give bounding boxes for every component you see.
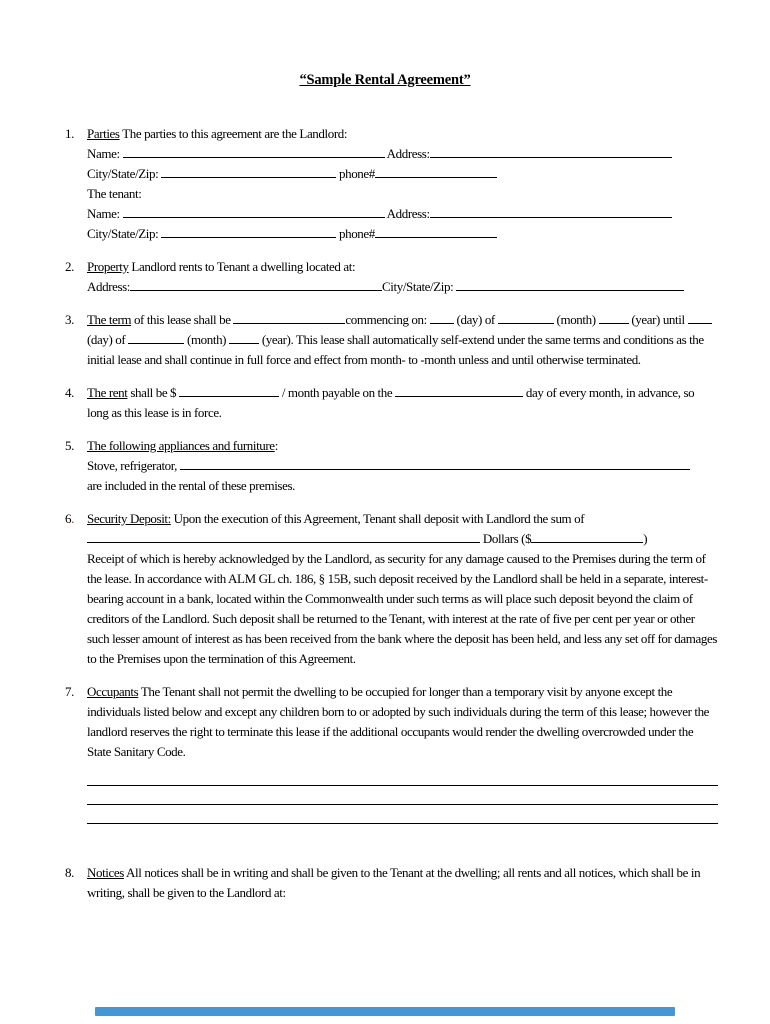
item-text: 7. [65,684,74,699]
item-text: are included in the rental of these premises. [87,478,295,493]
item-number [65,310,87,370]
agreement-item [65,436,718,496]
blank-field[interactable] [531,530,643,543]
item-number-red-dot: . [71,511,74,526]
item-text: Address: [384,146,430,161]
item-content [87,383,718,423]
blank-field[interactable] [123,145,385,158]
item-paragraph [87,456,718,476]
item-text: City/State/Zip: [87,166,162,181]
blank-field[interactable] [87,773,718,786]
agreement-items [0,124,770,762]
item-text: 2. [65,259,74,274]
item-paragraph [87,529,718,549]
item-text: (day) of [453,312,498,327]
item-text: The parties to this agreement are the Landlord: [119,126,348,141]
item-text: (month) [553,312,599,327]
item-text: 6 [65,511,72,526]
item-paragraph [87,682,718,762]
item-paragraph [87,310,718,370]
agreement-item [65,124,718,244]
item-text: day of every month, in advance, so long as this lease is in force. [87,385,695,420]
item-paragraph [87,436,718,456]
section-heading: Occupants [87,684,139,699]
item-content [87,509,718,669]
blank-field[interactable] [375,165,497,178]
item-text: Name: [87,146,123,161]
blank-field[interactable] [430,205,672,218]
blank-field[interactable] [688,311,712,324]
item-paragraph [87,144,718,164]
item-text: (day) of [87,332,129,347]
item-text: The tenant: [87,186,142,201]
agreement-item [65,257,718,297]
agreement-item [65,383,718,423]
item-number [65,682,87,762]
item-text: Dollars ($ [480,531,532,546]
item-text: 8. [65,865,74,880]
item-paragraph [87,164,718,184]
agreement-item [65,682,718,762]
section-heading: Notices [87,865,124,880]
blank-field[interactable] [180,457,690,470]
agreement-item [65,310,718,370]
item-content [87,436,718,496]
section-heading: The following appliances and furniture [87,438,275,453]
occupant-fill-line [87,791,718,810]
section-heading: Security Deposit: [87,511,171,526]
item-text: phone# [336,226,375,241]
blank-field[interactable] [456,278,684,291]
item-text: of this lease shall be [131,312,234,327]
blank-field[interactable] [430,311,454,324]
item-text: (year) until [628,312,688,327]
occupant-fill-line [87,810,718,829]
item-paragraph [87,204,718,224]
blank-field[interactable] [123,205,385,218]
item-text: : [274,438,278,453]
item-text: Address: [87,279,131,294]
item-text: City/State/Zip: [87,226,162,241]
item-text: shall be $ [127,385,180,400]
section-heading: Property [87,259,129,274]
blank-field[interactable] [87,530,480,543]
blank-field[interactable] [128,331,184,344]
agreement-items-bottom [0,863,770,903]
item-number [65,436,87,496]
blank-field[interactable] [599,311,629,324]
item-content [87,310,718,370]
item-text: All notices shall be in writing and shall be given to the Tenant at the dwelling; all rents and all notices, which shall be in writing, shall be given to the Landlord at: [87,865,701,900]
item-paragraph [87,124,718,144]
item-paragraph [87,277,718,297]
item-text: / month payable on the [279,385,396,400]
occupant-fill-line [87,772,718,791]
item-content [87,124,718,244]
section-heading: The rent [87,385,128,400]
occupant-fill-lines [87,772,718,829]
item-paragraph [87,549,718,669]
item-text: phone# [336,166,375,181]
item-paragraph [87,509,718,529]
item-text: The Tenant shall not permit the dwelling to be occupied for longer than a temporary visit by anyone except the individuals listed below and except any children born to or adopted by such individuals during the term of this lease; however the landlord reserves the right to terminate this lease if the additional occupants would render the dwelling overcrowded under the State Sanitary Code. [87,684,710,759]
document-title: “Sample Rental Agreement” [299,72,471,88]
item-content [87,863,718,903]
item-paragraph [87,383,718,423]
item-text: Address: [384,206,430,221]
blank-field[interactable] [161,165,336,178]
item-number [65,257,87,297]
item-text: 4. [65,385,74,400]
item-content [87,682,718,762]
blank-field[interactable] [498,311,554,324]
item-text: City/State/Zip: [382,279,457,294]
item-paragraph [87,184,718,204]
blank-field[interactable] [233,311,345,324]
item-text: Stove, refrigerator, [87,458,180,473]
bottom-blue-bar [95,1007,675,1016]
blank-field[interactable] [161,225,336,238]
section-heading: Parties [87,126,120,141]
item-text: commencing on: [345,312,430,327]
blank-field[interactable] [130,278,382,291]
item-text: Receipt of which is hereby acknowledged by the Landlord, as security for any damage caused to the Premises during the term of the lease. In accordance with ALM GL ch. 186, § 15B, such deposit received by the Landlord shall be held in a separate, interest-bearing account in a bank, located within the Commonwealth under such terms as will place such deposit beyond the claim of creditors of the Landlord. Such deposit shall be returned to the Tenant, with interest at the rate of five per cent per year or other such lesser amount of interest as has been received from the bank where the deposit has been held, and less any set off for damages to the Premises upon the termination of this Agreement. [87,551,717,666]
item-number [65,124,87,244]
blank-field[interactable] [430,145,672,158]
section-heading: The term [87,312,132,327]
item-paragraph [87,257,718,277]
item-number [65,383,87,423]
item-text: 5. [65,438,74,453]
blank-field[interactable] [375,225,497,238]
item-content [87,257,718,297]
item-text: Name: [87,206,123,221]
item-paragraph [87,476,718,496]
blank-field[interactable] [395,384,523,397]
item-number [65,863,87,903]
item-text: (year). This lease shall automatically self-extend under the same terms and conditions as the initial lease and shall continue in full force and effect from month- to -month unless and until otherwise terminated. [87,332,704,367]
blank-field[interactable] [179,384,279,397]
blank-field[interactable] [87,792,718,805]
item-text: ) [643,531,648,546]
agreement-item [65,863,718,903]
item-text: Landlord rents to Tenant a dwelling located at: [128,259,356,274]
item-text: Upon the execution of this Agreement, Tenant shall deposit with Landlord the sum of [170,511,585,526]
item-paragraph [87,863,718,903]
blank-field[interactable] [229,331,259,344]
item-text: 3. [65,312,74,327]
blank-field[interactable] [87,811,718,824]
item-number [65,509,87,669]
item-text: (month) [184,332,229,347]
agreement-item [65,509,718,669]
item-text: 1. [65,126,74,141]
item-paragraph [87,224,718,244]
